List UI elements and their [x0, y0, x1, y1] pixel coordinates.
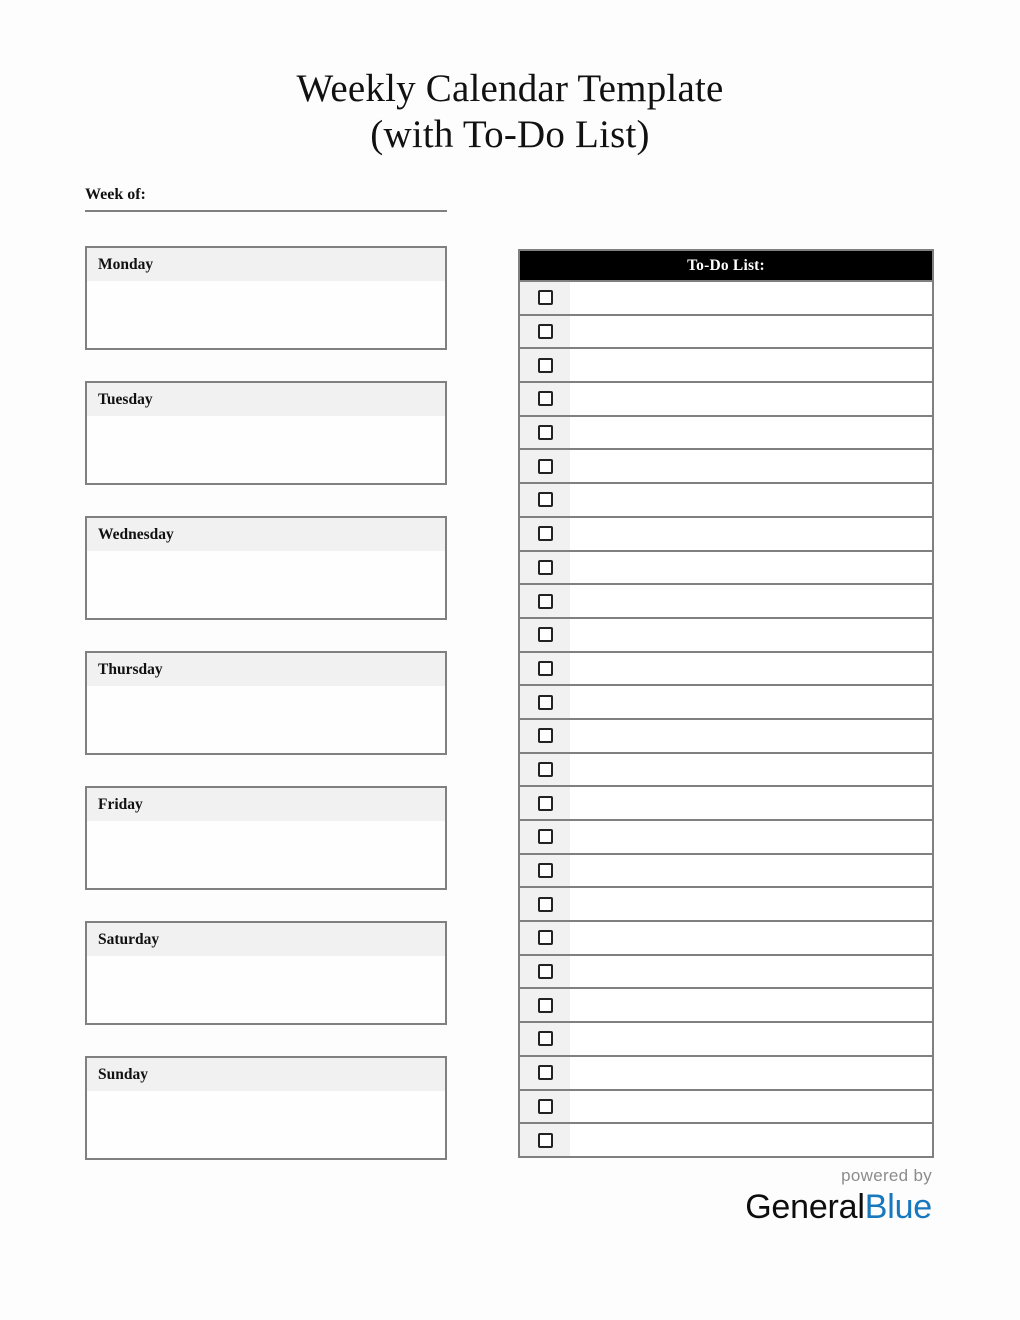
- todo-text-input[interactable]: [570, 653, 932, 685]
- todo-text-input[interactable]: [570, 888, 932, 920]
- todo-row: [520, 1021, 932, 1055]
- day-box-header: [87, 518, 445, 551]
- todo-row: [520, 886, 932, 920]
- empty-checkbox-icon[interactable]: [538, 627, 553, 642]
- empty-checkbox-icon[interactable]: [538, 425, 553, 440]
- todo-text-input[interactable]: [570, 349, 932, 381]
- brand-logo: [632, 1166, 932, 1227]
- empty-checkbox-icon[interactable]: [538, 796, 553, 811]
- todo-text-input[interactable]: [570, 1023, 932, 1055]
- todo-text-input[interactable]: [570, 585, 932, 617]
- todo-text-input[interactable]: [570, 619, 932, 651]
- powered-by-label: powered by: [841, 1166, 932, 1185]
- todo-checkbox-cell[interactable]: [520, 484, 570, 516]
- day-notes-area[interactable]: [87, 416, 445, 483]
- todo-text-input[interactable]: [570, 855, 932, 887]
- todo-list-rows: [520, 280, 932, 1156]
- empty-checkbox-icon[interactable]: [538, 391, 553, 406]
- empty-checkbox-icon[interactable]: [538, 695, 553, 710]
- todo-checkbox-cell[interactable]: [520, 417, 570, 449]
- todo-row: [520, 617, 932, 651]
- todo-checkbox-cell[interactable]: [520, 888, 570, 920]
- todo-checkbox-cell[interactable]: [520, 1091, 570, 1123]
- todo-row: [520, 415, 932, 449]
- todo-checkbox-cell[interactable]: [520, 450, 570, 482]
- empty-checkbox-icon[interactable]: [538, 594, 553, 609]
- brand-name: [632, 1188, 932, 1227]
- day-notes-area[interactable]: [87, 821, 445, 888]
- todo-text-input[interactable]: [570, 316, 932, 348]
- day-name-label: Monday: [98, 255, 154, 273]
- todo-checkbox-cell[interactable]: [520, 821, 570, 853]
- day-box-friday: [85, 786, 447, 890]
- todo-row: [520, 651, 932, 685]
- todo-checkbox-cell[interactable]: [520, 552, 570, 584]
- day-box-header: [87, 248, 445, 281]
- day-name-label: Thursday: [98, 660, 163, 678]
- day-box-sunday: [85, 1056, 447, 1160]
- todo-list: [518, 249, 934, 1158]
- todo-checkbox-cell[interactable]: [520, 855, 570, 887]
- todo-row: [520, 684, 932, 718]
- day-box-wednesday: [85, 516, 447, 620]
- todo-row: [520, 819, 932, 853]
- day-boxes: [85, 246, 447, 1191]
- day-box-saturday: [85, 921, 447, 1025]
- page-title-line-2: (with To-Do List): [370, 113, 650, 156]
- todo-text-input[interactable]: [570, 552, 932, 584]
- day-box-header: [87, 923, 445, 956]
- empty-checkbox-icon[interactable]: [538, 863, 553, 878]
- page-title-line-1: Weekly Calendar Template: [296, 67, 724, 110]
- day-notes-area[interactable]: [87, 956, 445, 1023]
- empty-checkbox-icon[interactable]: [538, 526, 553, 541]
- empty-checkbox-icon[interactable]: [538, 1099, 553, 1114]
- todo-text-input[interactable]: [570, 450, 932, 482]
- day-box-thursday: [85, 651, 447, 755]
- empty-checkbox-icon[interactable]: [538, 728, 553, 743]
- todo-checkbox-cell[interactable]: [520, 349, 570, 381]
- day-name-label: Wednesday: [98, 525, 174, 543]
- todo-checkbox-cell[interactable]: [520, 383, 570, 415]
- todo-row: [520, 482, 932, 516]
- todo-text-input[interactable]: [570, 720, 932, 752]
- todo-checkbox-cell[interactable]: [520, 787, 570, 819]
- todo-row: [520, 280, 932, 314]
- todo-text-input[interactable]: [570, 754, 932, 786]
- todo-row: [520, 785, 932, 819]
- todo-row: [520, 347, 932, 381]
- empty-checkbox-icon[interactable]: [538, 324, 553, 339]
- todo-text-input[interactable]: [570, 1057, 932, 1089]
- todo-row: [520, 314, 932, 348]
- todo-list-header: [520, 251, 932, 280]
- day-box-header: [87, 1058, 445, 1091]
- day-name-label: Saturday: [98, 930, 160, 948]
- empty-checkbox-icon[interactable]: [538, 930, 553, 945]
- day-name-label: Sunday: [98, 1065, 148, 1083]
- empty-checkbox-icon[interactable]: [538, 964, 553, 979]
- todo-row: [520, 583, 932, 617]
- todo-checkbox-cell[interactable]: [520, 282, 570, 314]
- todo-row: [520, 1055, 932, 1089]
- todo-checkbox-cell[interactable]: [520, 754, 570, 786]
- todo-checkbox-cell[interactable]: [520, 720, 570, 752]
- todo-text-input[interactable]: [570, 1124, 932, 1156]
- todo-row: [520, 516, 932, 550]
- empty-checkbox-icon[interactable]: [538, 829, 553, 844]
- todo-text-input[interactable]: [570, 821, 932, 853]
- todo-text-input[interactable]: [570, 686, 932, 718]
- todo-text-input[interactable]: [570, 383, 932, 415]
- empty-checkbox-icon[interactable]: [538, 1031, 553, 1046]
- todo-checkbox-cell[interactable]: [520, 989, 570, 1021]
- empty-checkbox-icon[interactable]: [538, 290, 553, 305]
- todo-checkbox-cell[interactable]: [520, 922, 570, 954]
- empty-checkbox-icon[interactable]: [538, 897, 553, 912]
- empty-checkbox-icon[interactable]: [538, 998, 553, 1013]
- todo-checkbox-cell[interactable]: [520, 619, 570, 651]
- todo-row: [520, 1089, 932, 1123]
- todo-checkbox-cell[interactable]: [520, 1057, 570, 1089]
- todo-row: [520, 381, 932, 415]
- page-title: [0, 66, 1020, 158]
- day-notes-area[interactable]: [87, 1091, 445, 1158]
- day-notes-area[interactable]: [87, 686, 445, 753]
- todo-checkbox-cell[interactable]: [520, 1124, 570, 1156]
- todo-checkbox-cell[interactable]: [520, 1023, 570, 1055]
- empty-checkbox-icon[interactable]: [538, 560, 553, 575]
- empty-checkbox-icon[interactable]: [538, 1133, 553, 1148]
- week-of-input-rule[interactable]: [85, 210, 447, 212]
- todo-text-input[interactable]: [570, 417, 932, 449]
- brand-name-general: General: [745, 1188, 865, 1226]
- todo-text-input[interactable]: [570, 989, 932, 1021]
- brand-name-blue: Blue: [864, 1188, 932, 1226]
- empty-checkbox-icon[interactable]: [538, 492, 553, 507]
- day-box-header: [87, 653, 445, 686]
- todo-text-input[interactable]: [570, 1091, 932, 1123]
- todo-text-input[interactable]: [570, 787, 932, 819]
- day-name-label: Tuesday: [98, 390, 153, 408]
- day-notes-area[interactable]: [87, 551, 445, 618]
- week-of-label: Week of:: [85, 186, 146, 203]
- todo-row: [520, 550, 932, 584]
- day-notes-area[interactable]: [87, 281, 445, 348]
- todo-checkbox-cell[interactable]: [520, 518, 570, 550]
- empty-checkbox-icon[interactable]: [538, 661, 553, 676]
- todo-row: [520, 752, 932, 786]
- todo-row: [520, 448, 932, 482]
- todo-text-input[interactable]: [570, 956, 932, 988]
- todo-checkbox-cell[interactable]: [520, 956, 570, 988]
- todo-row: [520, 987, 932, 1021]
- day-box-header: [87, 788, 445, 821]
- empty-checkbox-icon[interactable]: [538, 358, 553, 373]
- day-box-header: [87, 383, 445, 416]
- todo-row: [520, 1122, 932, 1156]
- todo-text-input[interactable]: [570, 518, 932, 550]
- todo-row: [520, 718, 932, 752]
- todo-checkbox-cell[interactable]: [520, 686, 570, 718]
- todo-checkbox-cell[interactable]: [520, 316, 570, 348]
- todo-checkbox-cell[interactable]: [520, 653, 570, 685]
- empty-checkbox-icon[interactable]: [538, 1065, 553, 1080]
- empty-checkbox-icon[interactable]: [538, 762, 553, 777]
- todo-checkbox-cell[interactable]: [520, 585, 570, 617]
- todo-row: [520, 954, 932, 988]
- week-of-field[interactable]: [85, 185, 447, 212]
- todo-text-input[interactable]: [570, 282, 932, 314]
- todo-text-input[interactable]: [570, 922, 932, 954]
- empty-checkbox-icon[interactable]: [538, 459, 553, 474]
- day-name-label: Friday: [98, 795, 143, 813]
- todo-text-input[interactable]: [570, 484, 932, 516]
- day-box-monday: [85, 246, 447, 350]
- todo-row: [520, 920, 932, 954]
- todo-list-header-label: To-Do List:: [687, 256, 765, 274]
- day-box-tuesday: [85, 381, 447, 485]
- todo-row: [520, 853, 932, 887]
